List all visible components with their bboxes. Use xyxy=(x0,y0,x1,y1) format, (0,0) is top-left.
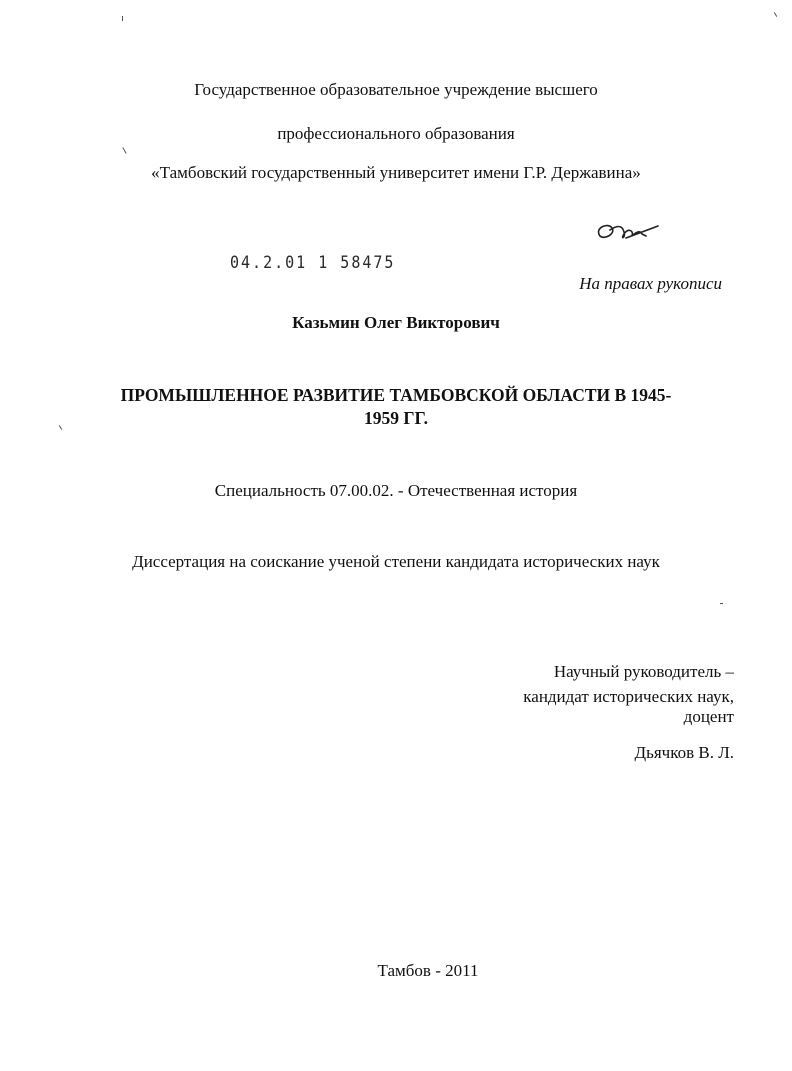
institution-line-3: «Тамбовский государственный университет имени Г.Р. Державина» xyxy=(151,163,641,182)
rights-note: На правах рукописи xyxy=(579,274,722,293)
institution-line-1: Государственное образовательное учреждение высшего xyxy=(194,80,598,99)
city-year: Тамбов - 2011 xyxy=(377,961,479,980)
supervisor-name: Дьячков В. Л. xyxy=(634,743,734,762)
scan-speck xyxy=(720,603,723,604)
thesis-title-line-2: 1959 ГГ. xyxy=(363,408,429,428)
author-name: Казьмин Олег Викторович xyxy=(292,313,500,332)
supervisor-rank: доцент xyxy=(683,707,734,726)
supervisor-degree: кандидат исторических наук, xyxy=(523,687,734,706)
specialty: Специальность 07.00.02. - Отечественная история xyxy=(214,481,578,500)
scan-speck xyxy=(122,147,126,154)
supervisor-role: Научный руководитель – xyxy=(553,662,734,681)
signature xyxy=(590,218,662,246)
thesis-title-line-1: ПРОМЫШЛЕННОЕ РАЗВИТИЕ ТАМБОВСКОЙ ОБЛАСТИ В 1945- xyxy=(120,385,672,405)
scan-speck xyxy=(122,16,123,21)
institution-line-2: профессионального образования xyxy=(277,124,515,143)
registration-stamp-number: 04.2.01 1 58475 xyxy=(230,252,396,273)
scan-speck xyxy=(774,12,777,17)
dissertation-type: Диссертация на соискание ученой степени кандидата исторических наук xyxy=(132,552,660,571)
